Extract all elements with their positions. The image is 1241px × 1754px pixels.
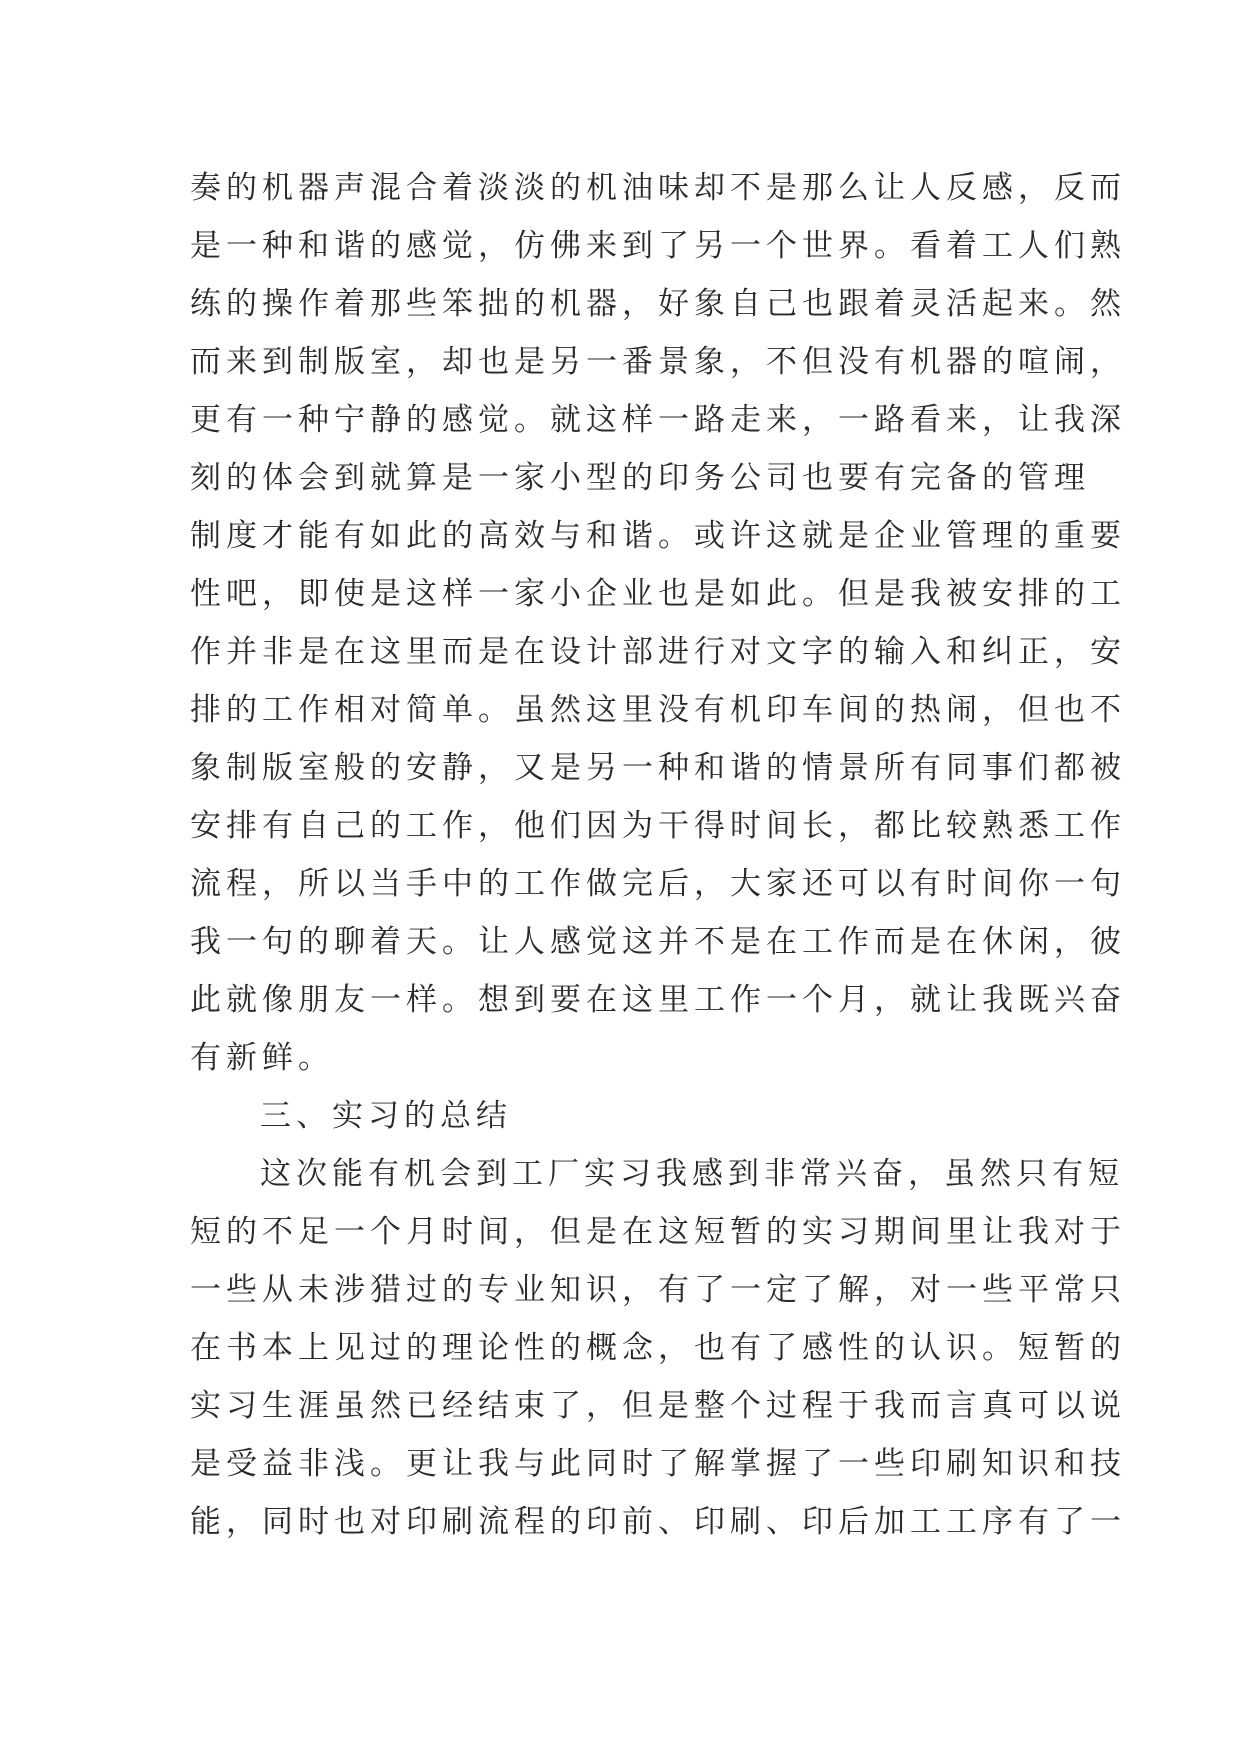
text-line: 刻的体会到就算是一家小型的印务公司也要有完备的管理 — [190, 460, 1090, 496]
text-line: 奏的机器声混合着淡淡的机油味却不是那么让人反感，反而 — [190, 170, 1126, 206]
document-body — [190, 159, 1126, 1551]
text-line: 是受益非浅。更让我与此同时了解掌握了一些印刷知识和技 — [190, 1446, 1126, 1482]
section-heading: 三、实习的总结 — [260, 1098, 512, 1134]
text-line: 我一句的聊着天。让人感觉这并不是在工作而是在休闲，彼 — [190, 924, 1126, 960]
paragraph-2 — [190, 1145, 1126, 1551]
text-line: 象制版室般的安静，又是另一种和谐的情景所有同事们都被 — [190, 750, 1126, 786]
text-line: 实习生涯虽然已经结束了，但是整个过程于我而言真可以说 — [190, 1388, 1126, 1424]
text-line: 练的操作着那些笨拙的机器，好象自己也跟着灵活起来。然 — [190, 286, 1126, 322]
text-line: 而来到制版室，却也是另一番景象，不但没有机器的喧闹， — [190, 344, 1126, 380]
text-line: 有新鲜。 — [190, 1040, 334, 1076]
text-line: 流程，所以当手中的工作做完后，大家还可以有时间你一句 — [190, 866, 1126, 902]
text-line: 这次能有机会到工厂实习我感到非常兴奋，虽然只有短 — [260, 1156, 1124, 1192]
text-line: 能，同时也对印刷流程的印前、印刷、印后加工工序有了一 — [190, 1504, 1126, 1540]
text-line: 一些从未涉猎过的专业知识，有了一定了解，对一些平常只 — [190, 1272, 1126, 1308]
text-line: 制度才能有如此的高效与和谐。或许这就是企业管理的重要 — [190, 518, 1126, 554]
text-line: 在书本上见过的理论性的概念，也有了感性的认识。短暂的 — [190, 1330, 1126, 1366]
text-line: 作并非是在这里而是在设计部进行对文字的输入和纠正，安 — [190, 634, 1126, 670]
text-line: 是一种和谐的感觉，仿佛来到了另一个世界。看着工人们熟 — [190, 228, 1126, 264]
text-line: 排的工作相对简单。虽然这里没有机印车间的热闹，但也不 — [190, 692, 1126, 728]
text-line: 此就像朋友一样。想到要在这里工作一个月，就让我既兴奋 — [190, 982, 1126, 1018]
paragraph-1 — [190, 159, 1126, 1087]
text-line: 短的不足一个月时间，但是在这短暂的实习期间里让我对于 — [190, 1214, 1126, 1250]
text-line: 性吧，即使是这样一家小企业也是如此。但是我被安排的工 — [190, 576, 1126, 612]
text-line: 安排有自己的工作，他们因为干得时间长，都比较熟悉工作 — [190, 808, 1126, 844]
text-line: 更有一种宁静的感觉。就这样一路走来，一路看来，让我深 — [190, 402, 1126, 438]
